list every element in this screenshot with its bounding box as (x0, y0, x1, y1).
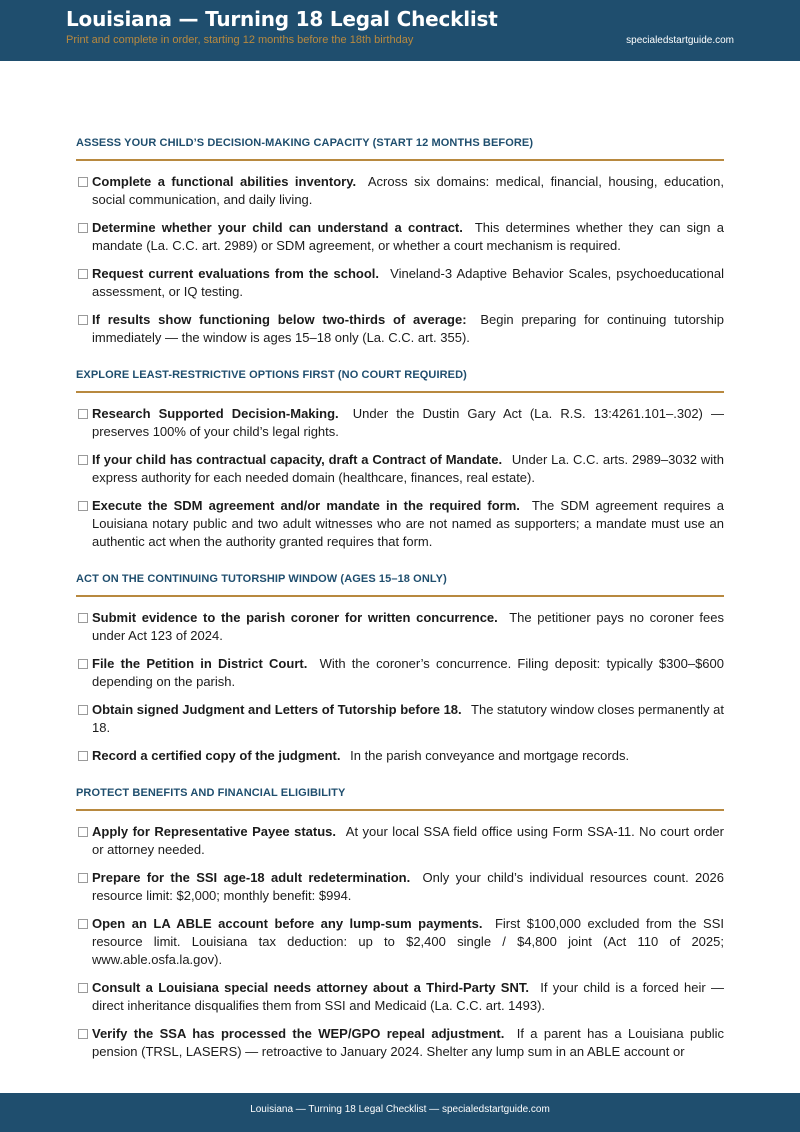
section-heading: ASSESS YOUR CHILD’S DECISION-MAKING CAPACITY (START 12 MONTHS BEFORE) (76, 137, 724, 161)
item-lead: Determine whether your child can understand a contract. (92, 220, 463, 235)
item-lead: Consult a Louisiana special needs attorney about a Third-Party SNT. (92, 980, 529, 995)
checkbox[interactable] (78, 177, 88, 187)
item-text: At your local SSA field office using Form SSA-11. No court order or attorney needed. (92, 824, 724, 857)
checklist-item (76, 869, 724, 905)
section-heading: PROTECT BENEFITS AND FINANCIAL ELIGIBILITY (76, 787, 724, 811)
checklist-item (76, 265, 724, 301)
checklist-section (76, 787, 724, 1061)
checklist-content (76, 137, 724, 1083)
item-lead: If results show functioning below two-thirds of average: (92, 312, 467, 327)
checklist-section (76, 137, 724, 347)
checkbox[interactable] (78, 705, 88, 715)
item-text: With the coroner’s concurrence. Filing deposit: typically $300–$600 depending on the parish. (92, 656, 725, 689)
checkbox[interactable] (78, 873, 88, 883)
item-text: Begin preparing for continuing tutorship immediately — the window is ages 15–18 only (La. C.C. art. 355). (92, 312, 724, 345)
item-lead: Request current evaluations from the school. (92, 266, 380, 281)
checklist-item (76, 219, 724, 255)
item-lead: Complete a functional abilities inventory. (92, 174, 357, 189)
section-heading: ACT ON THE CONTINUING TUTORSHIP WINDOW (AGES 15–18 ONLY) (76, 573, 724, 597)
checklist-item (76, 405, 724, 441)
page-footer (0, 1093, 800, 1132)
footer-text: Louisiana — Turning 18 Legal Checklist — specialedstartguide.com (250, 1104, 550, 1115)
item-lead: Execute the SDM agreement and/or mandate in the required form. (92, 498, 520, 513)
checkbox[interactable] (78, 613, 88, 623)
item-text: Only your child’s individual resources count. 2026 resource limit: $2,000; monthly benefit: $994. (92, 870, 724, 903)
checklist-section (76, 369, 724, 551)
item-lead: File the Petition in District Court. (92, 656, 308, 671)
item-text: Under the Dustin Gary Act (La. R.S. 13:4261.101–.302) — preserves 100% of your child’s legal rights. (92, 406, 724, 439)
item-lead: If your child has contractual capacity, draft a Contract of Mandate. (92, 452, 503, 467)
checklist-item (76, 451, 724, 487)
checkbox[interactable] (78, 983, 88, 993)
item-lead: Submit evidence to the parish coroner for written concurrence. (92, 610, 498, 625)
checkbox[interactable] (78, 659, 88, 669)
checklist-section (76, 573, 724, 765)
checkbox[interactable] (78, 223, 88, 233)
page-subtitle: Print and complete in order, starting 12 months before the 18th birthday (66, 34, 414, 46)
checklist-item (76, 497, 724, 551)
site-url: specialedstartguide.com (626, 35, 734, 46)
item-lead: Research Supported Decision-Making. (92, 406, 339, 421)
checklist-item (76, 979, 724, 1015)
checklist-item (76, 747, 724, 765)
checkbox[interactable] (78, 315, 88, 325)
item-lead: Apply for Representative Payee status. (92, 824, 337, 839)
item-text: The statutory window closes permanently at 18. (92, 702, 724, 735)
checkbox[interactable] (78, 827, 88, 837)
checklist-item (76, 311, 724, 347)
item-text: If a parent has a Louisiana public pension (TRSL, LASERS) — retroactive to January 2024. Shelter any lump sum in an ABLE account or (92, 1026, 724, 1059)
item-text: The SDM agreement requires a Louisiana notary public and two adult witnesses who are not named as supporters; a mandate must use an authentic act when the authority granted requires that form. (92, 498, 724, 549)
item-text: First $100,000 excluded from the SSI resource limit. Louisiana tax deduction: up to $2,400 single / $4,800 joint (Act 110 of 2025; www.able.osfa.la.gov). (92, 916, 724, 967)
item-text: If your child is a forced heir — direct inheritance disqualifies them from SSI and Medicaid (La. C.C. art. 1493). (92, 980, 724, 1013)
checklist-item (76, 1025, 724, 1061)
item-text: Vineland-3 Adaptive Behavior Scales, psychoeducational assessment, or IQ testing. (92, 266, 724, 299)
checklist-item (76, 173, 724, 209)
checkbox[interactable] (78, 501, 88, 511)
checkbox[interactable] (78, 269, 88, 279)
item-text: The petitioner pays no coroner fees under Act 123 of 2024. (92, 610, 724, 643)
checklist-item (76, 823, 724, 859)
checkbox[interactable] (78, 751, 88, 761)
item-lead: Verify the SSA has processed the WEP/GPO repeal adjustment. (92, 1026, 505, 1041)
item-text: Under La. C.C. arts. 2989–3032 with express authority for each needed domain (healthcare, finances, real estate). (92, 452, 724, 485)
page-header (0, 0, 800, 61)
checklist-item (76, 701, 724, 737)
item-lead: Open an LA ABLE account before any lump-sum payments. (92, 916, 483, 931)
section-heading: EXPLORE LEAST-RESTRICTIVE OPTIONS FIRST (NO COURT REQUIRED) (76, 369, 724, 393)
checkbox[interactable] (78, 409, 88, 419)
checkbox[interactable] (78, 919, 88, 929)
item-text: This determines whether they can sign a mandate (La. C.C. art. 2989) or SDM agreement, or whether a court mechanism is required. (92, 220, 724, 253)
checklist-item (76, 609, 724, 645)
item-text: In the parish conveyance and mortgage records. (350, 748, 630, 763)
page-title: Louisiana — Turning 18 Legal Checklist (66, 7, 498, 31)
item-lead: Record a certified copy of the judgment. (92, 748, 341, 763)
checkbox[interactable] (78, 455, 88, 465)
checklist-item (76, 915, 724, 969)
item-lead: Obtain signed Judgment and Letters of Tutorship before 18. (92, 702, 462, 717)
checklist-item (76, 655, 724, 691)
item-text: Across six domains: medical, financial, housing, education, social communication, and daily living. (92, 174, 724, 207)
item-lead: Prepare for the SSI age-18 adult redetermination. (92, 870, 411, 885)
checkbox[interactable] (78, 1029, 88, 1039)
